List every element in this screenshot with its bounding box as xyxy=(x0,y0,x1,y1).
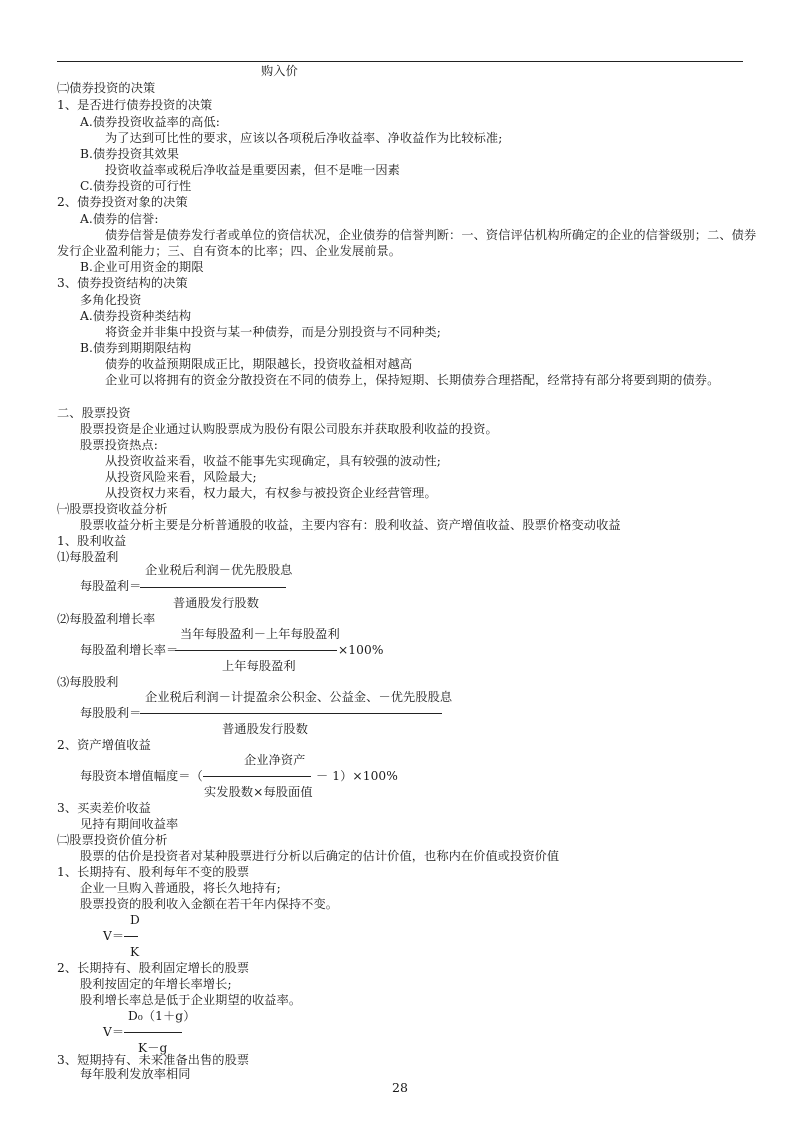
formula-lhs: V＝ xyxy=(103,929,125,943)
paragraph: 债券的收益预期限成正比，期限越长，投资收益相对越高 xyxy=(105,357,413,371)
formula-numerator: 企业税后利润－优先股股息 xyxy=(145,563,293,577)
formula-numerator: 企业税后利润－计提盈余公积金、公益金、－优先股股息 xyxy=(145,690,453,704)
formula-denominator: 上年每股盈利 xyxy=(222,659,296,673)
fraction-bar xyxy=(140,713,442,714)
formula-denominator: K－g xyxy=(138,1041,168,1055)
paragraph: 发行企业盈利能力；三、自有资本的比率；四、企业发展前景。 xyxy=(57,244,402,258)
item-heading: B.债券到期期限结构 xyxy=(80,341,192,355)
fraction-bar xyxy=(140,587,286,588)
item-heading: A.债券投资收益率的高低: xyxy=(80,115,220,129)
paragraph: 股票投资是企业通过认购股票成为股份有限公司股东并获取股利收益的投资。 xyxy=(80,422,498,436)
paragraph: 每年股利发放率相同 xyxy=(80,1067,191,1081)
subsection-heading: 3、买卖差价收益 xyxy=(57,801,151,815)
formula-lhs: 每股资本增值幅度＝（ xyxy=(80,769,203,783)
item-heading: ⑵每股盈利增长率 xyxy=(57,612,156,626)
paragraph: 股票收益分析主要是分析普通股的收益，主要内容有：股利收益、资产增值收益、股票价格变动收益 xyxy=(80,518,621,532)
item-heading: ⑴每股盈利 xyxy=(57,550,119,564)
item-heading: A.债券的信誉: xyxy=(80,212,159,226)
formula-lhs: 每股盈利＝ xyxy=(80,579,142,593)
formula-lhs: V＝ xyxy=(103,1025,125,1039)
paragraph: 债券信誉是债券发行者或单位的资信状况，企业债券的信誉判断：一、资信评估机构所确定的企业的信誉级别；二、债券 xyxy=(105,228,757,242)
paragraph: 股票投资的股利收入金额在若干年内保持不变。 xyxy=(80,897,339,911)
formula-denominator: K xyxy=(130,945,140,959)
subsection-heading: 1、是否进行债券投资的决策 xyxy=(57,98,213,112)
paragraph: 从投资收益来看，收益不能事先实现确定，具有较强的波动性; xyxy=(105,454,441,468)
subsection-heading: 2、长期持有、股利固定增长的股票 xyxy=(57,961,250,975)
item-heading: ⑶每股股利 xyxy=(57,675,119,689)
subsection-heading: 1、长期持有、股利每年不变的股票 xyxy=(57,865,250,879)
paragraph: 股票的估价是投资者对某种股票进行分析以后确定的估计价值，也称内在价值或投资价值 xyxy=(80,849,560,863)
paragraph: 多角化投资 xyxy=(80,293,142,307)
paragraph: 股票投资热点: xyxy=(80,438,158,452)
paragraph: 投资收益率或税后净收益是重要因素，但不是唯一因素 xyxy=(105,163,400,177)
section-heading: ㈡债券投资的决策 xyxy=(57,81,156,95)
paragraph: 为了达到可比性的要求，应该以各项税后净收益率、净收益作为比较标准; xyxy=(105,131,503,145)
header-rule xyxy=(57,61,743,62)
item-heading: B.债券投资其效果 xyxy=(80,147,180,161)
header-top-text: 购入价 xyxy=(261,64,298,78)
paragraph: 股利按固定的年增长率增长; xyxy=(80,977,232,991)
fraction-bar xyxy=(124,1032,182,1033)
page-number: 28 xyxy=(392,1080,408,1095)
formula-denominator: 实发股数×每股面值 xyxy=(204,785,313,799)
fraction-bar xyxy=(203,776,311,777)
formula-numerator: 当年每股盈利－上年每股盈利 xyxy=(180,627,340,641)
paragraph: 见持有期间收益率 xyxy=(80,817,179,831)
formula-denominator: 普通股发行股数 xyxy=(173,596,260,610)
formula-lhs: 每股股利＝ xyxy=(80,706,142,720)
subsection-heading: 2、债券投资对象的决策 xyxy=(57,195,188,209)
formula-numerator: D₀（1＋g） xyxy=(128,1009,196,1023)
subsection-heading: 3、债券投资结构的决策 xyxy=(57,276,188,290)
fraction-bar xyxy=(175,650,337,651)
formula-numerator: 企业净资产 xyxy=(244,753,306,767)
formula-rhs: ×100% xyxy=(338,643,384,657)
subsection-heading: 2、资产增值收益 xyxy=(57,738,151,752)
section-heading: ㈡股票投资价值分析 xyxy=(57,833,168,847)
item-heading: C.债券投资的可行性 xyxy=(80,179,192,193)
subsection-heading: 1、股利收益 xyxy=(57,534,127,548)
section-heading: ㈠股票投资收益分析 xyxy=(57,502,168,516)
paragraph: 将资金并非集中投资与某一种债券，而是分别投资与不同种类; xyxy=(105,325,441,339)
paragraph: 企业可以将拥有的资金分散投资在不同的债券上，保持短期、长期债券合理搭配，经常持有部分将要到期的债券。 xyxy=(105,373,720,387)
paragraph: 股利增长率总是低于企业期望的收益率。 xyxy=(80,993,302,1007)
formula-lhs: 每股盈利增长率＝ xyxy=(80,643,179,657)
formula-numerator: D xyxy=(130,913,140,927)
subsection-heading: 3、短期持有、未来准备出售的股票 xyxy=(57,1053,250,1067)
formula-rhs: － 1）×100% xyxy=(316,769,398,783)
paragraph: 从投资风险来看，风险最大; xyxy=(105,470,257,484)
item-heading: B.企业可用资金的期限 xyxy=(80,260,204,274)
item-heading: A.债券投资种类结构 xyxy=(80,309,192,323)
fraction-bar xyxy=(124,936,138,937)
section-heading: 二、股票投资 xyxy=(57,406,131,420)
paragraph: 企业一旦购入普通股，将长久地持有; xyxy=(80,881,281,895)
paragraph: 从投资权力来看，权力最大，有权参与被投资企业经营管理。 xyxy=(105,486,437,500)
formula-denominator: 普通股发行股数 xyxy=(222,722,309,736)
